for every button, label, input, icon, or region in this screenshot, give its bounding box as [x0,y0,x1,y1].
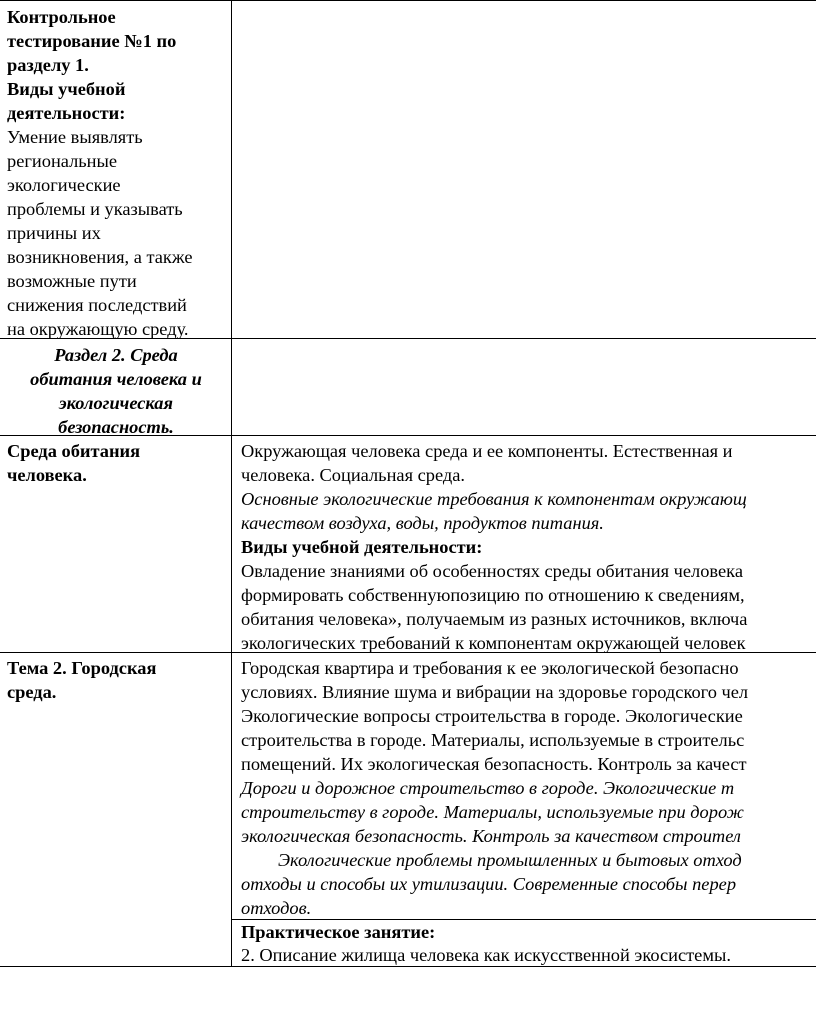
table-bottom-border [0,966,816,967]
practice-text: 2. Описание жилища человека как искусственной экосистемы. [241,945,731,965]
table-row-habitat [0,435,816,652]
test-title-line: тестирование №1 по [7,31,177,51]
activity-text-line: экологические [7,175,121,195]
cell-test-content [232,1,816,338]
activity-heading-line: Виды учебной [7,79,126,99]
topic-title-line: Среда обитания [7,441,141,461]
topic-title-line: среда. [7,682,57,702]
waste-line: Экологические проблемы промышленных и бытовых отход [278,850,742,870]
cell-section-content [232,339,816,435]
activity-text-line: возможные пути [7,271,137,291]
activity-line: Овладение знаниями об особенностях среды обитания человека [241,561,743,581]
activity-text-line: снижения последствий [7,295,187,315]
table-row-test [0,0,816,338]
activity-text-line: Умение выявлять [7,127,143,147]
section-title-line: обитания человека и [30,369,202,389]
roads-line: экологическая безопасность. Контроль за качеством строител [241,826,741,846]
activity-text-line: региональные [7,151,118,171]
activity-line: экологических требований к компонентам окружающей человек [241,633,746,652]
content-line: Экологические вопросы строительства в городе. Экологические [241,706,743,726]
activity-text-line: причины их [7,223,101,243]
requirements-line: Основные экологические требования к компонентам окружающ [241,489,747,509]
cell-habitat-content [232,436,816,652]
practice-heading: Практическое занятие: [241,922,436,942]
test-title-line: разделу 1. [7,55,89,75]
activity-line: формировать собственнуюпозицию по отношению к сведениям, [241,585,745,605]
roads-line: строительству в городе. Материалы, используемые при дорож [241,802,744,822]
requirements-line: качеством воздуха, воды, продуктов питания. [241,513,604,533]
content-line: строительства в городе. Материалы, используемые в строительс [241,730,745,750]
content-line: Окружающая человека среда и ее компоненты. Естественная и [241,441,733,461]
section-title-line: экологическая [59,393,173,413]
cell-urban-title [0,653,232,967]
section-title-line: безопасность. [58,417,174,435]
activity-heading-line: деятельности: [7,103,126,123]
waste-line: отходы и способы их утилизации. Современные способы перер [241,874,737,894]
roads-line: Дороги и дорожное строительство в городе. Экологические т [241,778,735,798]
cell-habitat-title [0,436,232,652]
content-line: помещений. Их экологическая безопасность. Контроль за качест [241,754,747,774]
content-line: человека. Социальная среда. [241,465,466,485]
table-row-section-2 [0,338,816,435]
activity-line: обитания человека», получаемым из разных источников, включа [241,609,748,629]
cell-test-description [0,1,232,338]
content-line: условиях. Влияние шума и вибрации на здоровье городского чел [241,682,749,702]
activity-text-line: на окружающую среду. [7,319,189,338]
test-title-line: Контрольное [7,7,116,27]
section-title-line: Раздел 2. Среда [54,345,178,365]
topic-title-line: Тема 2. Городская [7,658,157,678]
activity-text-line: проблемы и указывать [7,199,183,219]
activity-text-line: возникновения, а также [7,247,193,267]
content-line: Городская квартира и требования к ее экологической безопасно [241,658,739,678]
waste-line: отходов. [241,898,312,918]
topic-title-line: человека. [7,465,87,485]
activity-heading: Виды учебной деятельности: [241,537,483,557]
cell-section-title [0,339,232,435]
